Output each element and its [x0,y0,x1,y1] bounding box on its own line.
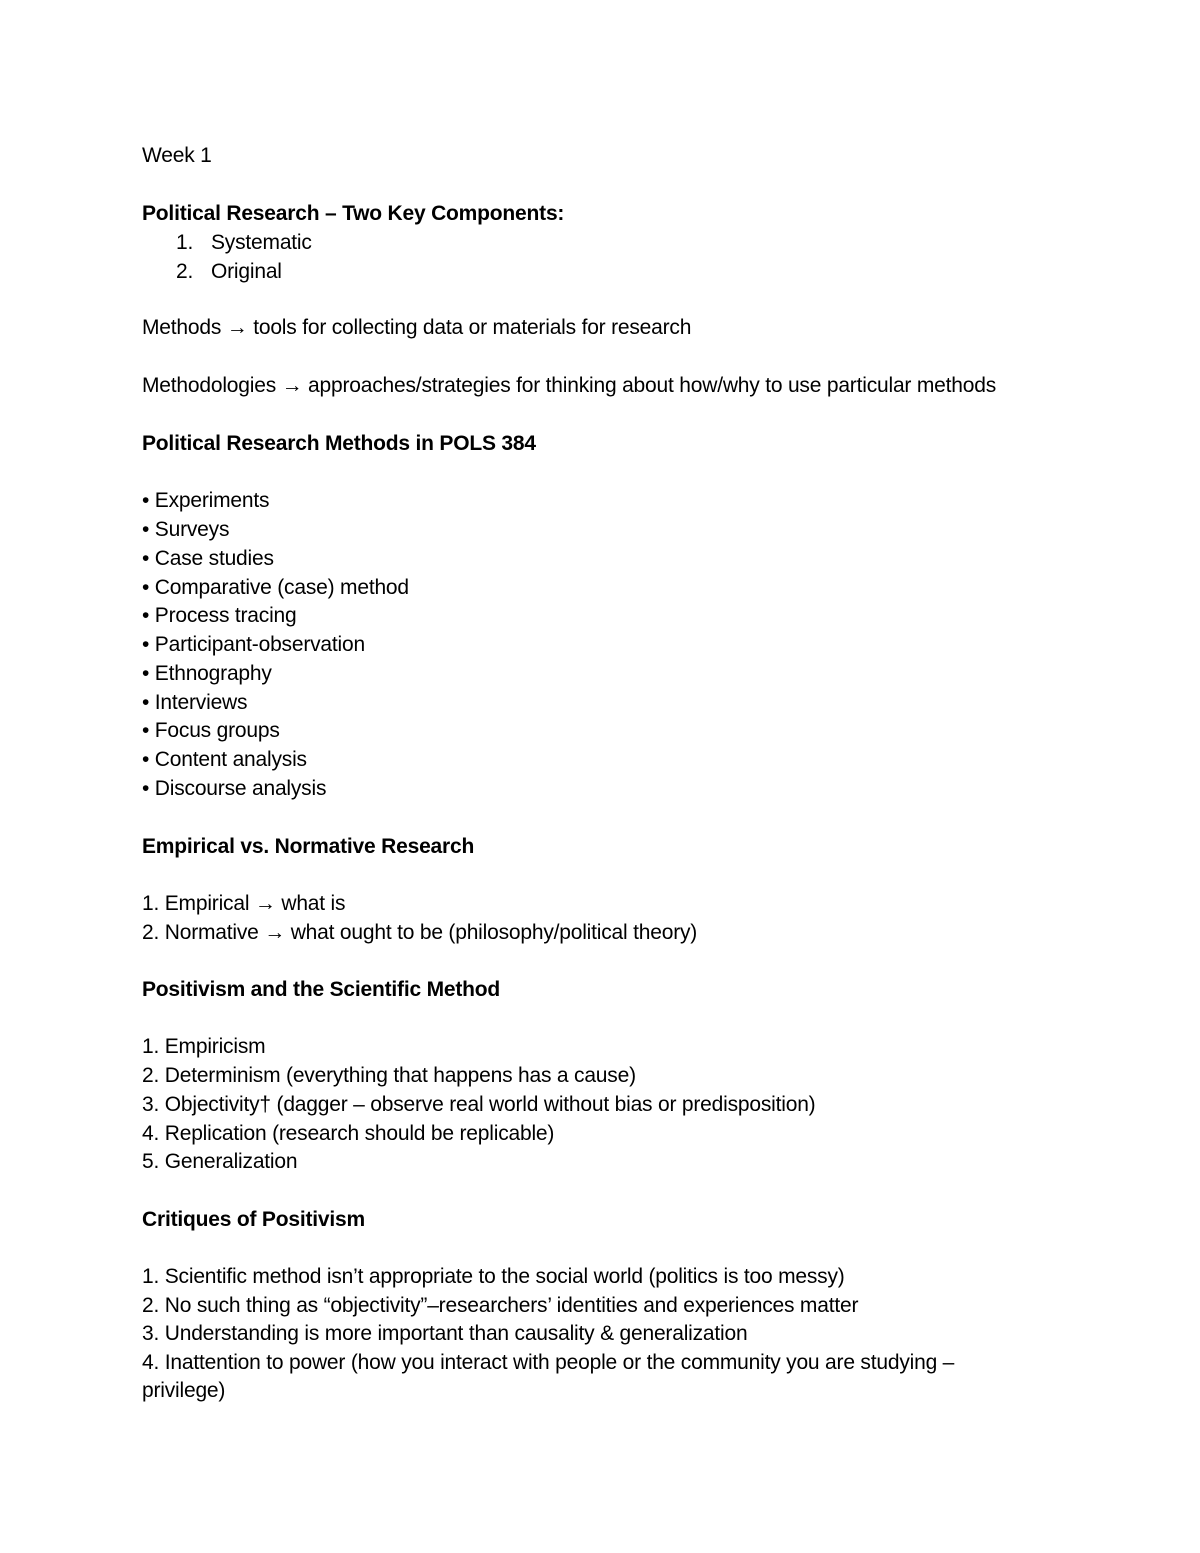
method-list-item: • Comparative (case) method [142,576,409,599]
method-list-item: • Content analysis [142,748,307,771]
empirical-heading: Empirical vs. Normative Research [142,835,475,858]
components-heading: Political Research – Two Key Components: [142,202,565,225]
methodologies-line: Methodologies → approaches/strategies for thinking about how/why to use particular methods [142,374,996,397]
week-label: Week 1 [142,144,212,167]
methods-line: Methods → tools for collecting data or materials for research [142,316,692,339]
component-text: Original [211,260,282,283]
component-item [176,258,282,286]
critiques-heading: Critiques of Positivism [142,1208,365,1231]
method-list-item: • Process tracing [142,604,297,627]
critique-item: 1. Scientific method isn’t appropriate to the social world (politics is too messy) [142,1265,845,1288]
empirical-item: 2. Normative → what ought to be (philosophy/political theory) [142,921,698,944]
critique-item: 3. Understanding is more important than causality & generalization [142,1322,748,1345]
critique-item: 2. No such thing as “objectivity”–researchers’ identities and experiences matter [142,1294,859,1317]
method-list-item: • Ethnography [142,662,272,685]
method-list-item: • Surveys [142,518,230,541]
pols-methods-heading: Political Research Methods in POLS 384 [142,432,536,455]
component-num: 1. [176,231,194,254]
method-list-item: • Case studies [142,547,274,570]
component-num: 2. [176,260,194,283]
component-item [176,229,312,257]
positivism-item: 4. Replication (research should be replicable) [142,1122,555,1145]
method-list-item: • Interviews [142,691,248,714]
positivism-heading: Positivism and the Scientific Method [142,978,501,1001]
positivism-item: 1. Empiricism [142,1035,266,1058]
method-list-item: • Participant-observation [142,633,365,656]
positivism-item: 5. Generalization [142,1150,298,1173]
positivism-item: 3. Objectivity† (dagger – observe real world without bias or predisposition) [142,1093,816,1116]
empirical-item: 1. Empirical → what is [142,892,346,915]
component-text: Systematic [211,231,312,254]
critique-item: 4. Inattention to power (how you interact with people or the community you are studying – privilege) [142,1351,955,1402]
method-list-item: • Focus groups [142,719,280,742]
method-list-item: • Experiments [142,489,270,512]
positivism-item: 2. Determinism (everything that happens has a cause) [142,1064,636,1087]
method-list-item: • Discourse analysis [142,777,327,800]
